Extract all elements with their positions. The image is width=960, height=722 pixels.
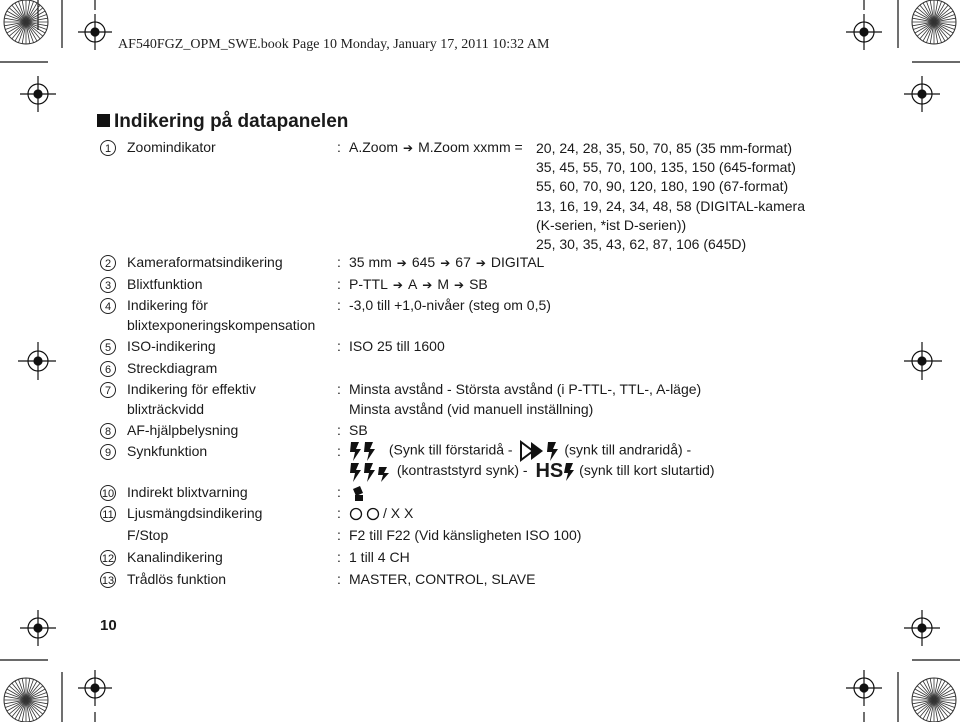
flash-value: A — [407, 276, 418, 292]
colon: : — [337, 297, 341, 313]
item-label: ISO-indikering — [127, 338, 216, 354]
crosshair-mark-icon — [78, 670, 112, 706]
section-title-text: Indikering på datapanelen — [114, 111, 349, 132]
sync-second-curtain: (synk till andraridå) - — [564, 441, 692, 458]
colon: : — [337, 276, 341, 292]
channel-row — [100, 549, 920, 569]
item-label: F/Stop — [127, 527, 169, 543]
item-label: Streckdiagram — [127, 360, 218, 376]
arrow-right-icon: ➔ — [396, 256, 407, 270]
compensation-row — [100, 297, 920, 337]
zoom-value-line: 25, 30, 35, 43, 62, 87, 106 (645D) — [536, 236, 747, 253]
format-value: 35 mm — [349, 254, 392, 270]
starburst-target-icon — [4, 0, 48, 44]
fstop-row — [100, 527, 920, 547]
zoom-value-line: 13, 16, 19, 24, 34, 48, 58 (DIGITAL-kamera — [536, 197, 805, 214]
format-value: 645 — [411, 254, 436, 270]
bar-graph-row — [100, 360, 920, 380]
colon: : — [337, 422, 341, 438]
flash-values — [349, 276, 488, 292]
zoom-auto: A.Zoom — [349, 139, 399, 155]
item-label-continued: blixtexponeringskompensation — [127, 317, 316, 333]
item-label-continued: blixträckvidd — [127, 401, 205, 417]
zoom-value-line: 35, 45, 55, 70, 100, 135, 150 (645-format) — [536, 159, 796, 176]
crosshair-mark-icon — [78, 14, 112, 50]
bounce-flash-icon — [349, 484, 369, 502]
item-label: Zoomindikator — [127, 139, 216, 155]
wireless-row — [100, 571, 920, 591]
rear-curtain-sync-icon — [520, 440, 560, 462]
fstop-value: F2 till F22 (Vid känsligheten ISO 100) — [349, 527, 582, 543]
light-row — [100, 505, 920, 525]
format-value: 67 — [455, 254, 471, 270]
arrow-right-icon: ➔ — [403, 141, 414, 155]
item-number: 2 — [100, 255, 116, 271]
starburst-target-icon — [912, 0, 956, 44]
sync-line-2 — [349, 460, 715, 483]
colon: : — [337, 571, 341, 587]
zoom-row — [100, 139, 920, 259]
colon: : — [337, 139, 341, 155]
item-number: 6 — [100, 361, 116, 377]
zoom-value-line: 20, 24, 28, 35, 50, 70, 85 (35 mm-format) — [536, 140, 793, 156]
flash-value: SB — [469, 276, 488, 292]
item-label: Blixtfunktion — [127, 276, 203, 292]
format-values — [349, 254, 544, 270]
item-label: Kameraformatsindikering — [127, 254, 283, 270]
channel-value: 1 till 4 CH — [349, 549, 410, 565]
sync-line-1 — [349, 440, 691, 462]
high-speed-sync-icon — [535, 460, 575, 483]
iso-value: ISO 25 till 1600 — [349, 338, 445, 354]
item-number: 7 — [100, 382, 116, 398]
zoom-modes — [349, 139, 523, 155]
item-number: 4 — [100, 298, 116, 314]
iso-row — [100, 338, 920, 358]
item-number: 9 — [100, 444, 116, 460]
colon: : — [337, 254, 341, 270]
arrow-right-icon: ➔ — [475, 256, 486, 270]
colon: : — [337, 443, 341, 459]
page-number: 10 — [100, 617, 117, 634]
item-label: Trådlös funktion — [127, 571, 227, 587]
range-value-2: Minsta avstånd (vid manuell inställning) — [349, 401, 594, 417]
zoom-value-line: (K-serien, *ist D-serien)) — [536, 216, 687, 233]
item-label: Indikering för — [127, 297, 208, 313]
sync-contrast: (kontraststyrd synk) - — [396, 462, 528, 479]
arrow-right-icon: ➔ — [392, 278, 403, 292]
arrow-right-icon: ➔ — [440, 256, 451, 270]
af-row — [100, 422, 920, 442]
zoom-value-list — [536, 139, 805, 254]
item-number: 5 — [100, 339, 116, 355]
flash-value: P-TTL — [349, 276, 388, 292]
indirect-row — [100, 484, 920, 504]
range-value-1: Minsta avstånd - Största avstånd (i P-TTL-, TTL-, A-läge) — [349, 381, 702, 397]
zoom-manual: M.Zoom xxmm = — [418, 139, 523, 155]
colon: : — [337, 484, 341, 500]
item-label: AF-hjälpbelysning — [127, 422, 239, 438]
arrow-right-icon: ➔ — [422, 278, 433, 292]
item-number: 12 — [100, 550, 116, 566]
circle-indicator-icon — [349, 507, 383, 521]
sync-first-curtain: (Synk till förstaridå - — [388, 441, 513, 458]
crosshair-mark-icon — [846, 14, 882, 50]
zoom-value-line: 55, 60, 70, 90, 120, 180, 190 (67-format) — [536, 178, 789, 195]
light-value-text: / X X — [383, 505, 414, 521]
range-row — [100, 381, 920, 421]
crosshair-mark-icon — [904, 610, 940, 646]
contrast-sync-icon — [349, 461, 393, 483]
arrow-right-icon: ➔ — [454, 278, 465, 292]
hs-text: HS — [535, 460, 564, 482]
starburst-target-icon — [4, 678, 48, 722]
format-row — [100, 254, 920, 274]
section-title — [97, 111, 348, 133]
light-value — [349, 505, 413, 521]
colon: : — [337, 338, 341, 354]
crosshair-mark-icon — [20, 610, 56, 646]
format-value: DIGITAL — [490, 254, 545, 270]
item-label: Indirekt blixtvarning — [127, 484, 248, 500]
file-header-line: AF540FGZ_OPM_SWE.book Page 10 Monday, January 17, 2011 10:32 AM — [118, 37, 550, 52]
item-number: 10 — [100, 485, 116, 501]
item-label: Kanalindikering — [127, 549, 223, 565]
compensation-value: -3,0 till +1,0-nivåer (steg om 0,5) — [349, 297, 551, 313]
item-label: Indikering för effektiv — [127, 381, 256, 397]
wireless-value: MASTER, CONTROL, SLAVE — [349, 571, 536, 587]
sync-high-speed: (synk till kort slutartid) — [579, 462, 715, 479]
crosshair-mark-icon — [904, 76, 940, 112]
colon: : — [337, 505, 341, 521]
starburst-target-icon — [912, 678, 956, 722]
colon: : — [337, 549, 341, 565]
item-number: 8 — [100, 423, 116, 439]
flash-bolt-icon — [349, 440, 385, 462]
item-number: 13 — [100, 572, 116, 588]
item-number: 11 — [100, 506, 116, 522]
af-value: SB — [349, 422, 368, 438]
crosshair-mark-icon — [18, 342, 56, 380]
item-number: 3 — [100, 277, 116, 293]
colon: : — [337, 381, 341, 397]
item-label: Synkfunktion — [127, 443, 208, 459]
flash-value: M — [437, 276, 450, 292]
crosshair-mark-icon — [846, 670, 882, 706]
sync-row — [100, 443, 920, 485]
square-bullet-icon — [97, 114, 110, 127]
item-label: Ljusmängdsindikering — [127, 505, 263, 521]
colon: : — [337, 527, 341, 543]
flash-row — [100, 276, 920, 296]
item-number: 1 — [100, 140, 116, 156]
